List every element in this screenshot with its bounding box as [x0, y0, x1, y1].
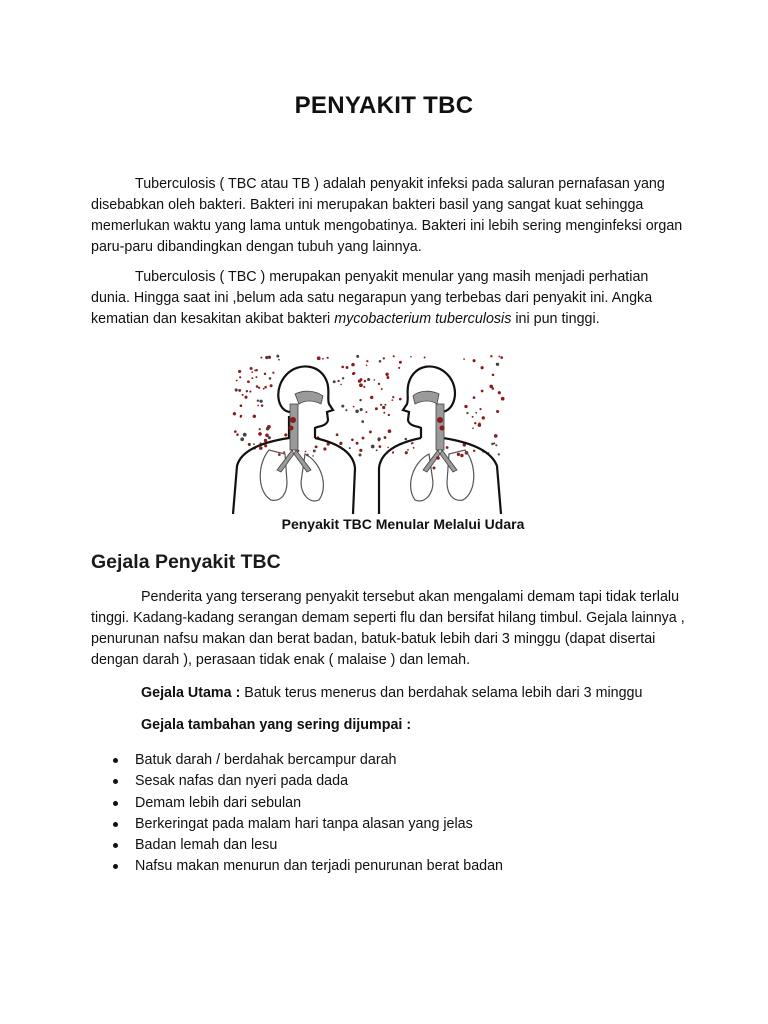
droplet-mark [254, 369, 256, 371]
droplet-mark [494, 434, 498, 438]
droplet-mark [391, 399, 393, 401]
droplet-mark [349, 447, 351, 449]
droplet-mark [384, 436, 387, 439]
droplet-mark [379, 360, 382, 363]
droplet-mark [407, 449, 409, 451]
droplet-mark [312, 455, 314, 457]
droplet-mark [482, 416, 485, 419]
bullet-icon [113, 822, 118, 827]
droplet-mark [383, 357, 385, 359]
droplet-mark [267, 425, 271, 429]
droplet-mark [258, 432, 262, 436]
droplet-mark [356, 442, 359, 445]
droplet-mark [238, 389, 241, 392]
droplet-mark [353, 406, 355, 408]
droplet-mark [249, 391, 251, 393]
droplet-mark [341, 366, 344, 369]
droplet-mark [360, 408, 363, 411]
droplet-mark [239, 376, 241, 378]
droplet-mark [278, 359, 280, 361]
droplet-mark [351, 363, 355, 367]
droplet-mark [475, 412, 477, 414]
droplet-mark [387, 447, 389, 449]
droplet-mark [250, 367, 253, 370]
droplet-mark [466, 412, 468, 414]
droplet-mark [233, 412, 236, 415]
droplet-mark [269, 377, 272, 380]
droplet-mark [337, 380, 339, 382]
droplet-mark [388, 429, 392, 433]
bullet-icon [113, 843, 118, 848]
droplet-mark [393, 355, 395, 357]
droplet-mark [365, 411, 367, 413]
droplet-mark [259, 428, 261, 430]
droplet-mark [474, 422, 476, 424]
droplet-mark [341, 405, 344, 408]
list-item-text: Nafsu makan menurun dan terjadi penurunan berat badan [135, 858, 503, 875]
droplet-mark [336, 433, 339, 436]
droplet-mark [370, 396, 373, 399]
droplet-mark [498, 453, 500, 455]
droplet-mark [346, 366, 349, 369]
droplet-mark [424, 357, 426, 359]
droplet-mark [498, 356, 500, 358]
droplet-mark [238, 370, 241, 373]
droplet-mark [243, 433, 247, 437]
droplet-mark [253, 415, 256, 418]
droplet-mark [399, 361, 402, 364]
droplet-mark [333, 380, 336, 383]
droplet-mark [256, 385, 259, 388]
droplet-mark [255, 376, 257, 378]
droplet-mark [236, 433, 239, 436]
list-item [111, 835, 503, 856]
droplet-mark [381, 388, 383, 390]
list-item [111, 750, 503, 771]
droplet-mark [386, 376, 389, 379]
droplet-mark [392, 396, 394, 398]
figure-caption: Penyakit TBC Menular Melalui Udara [281, 516, 525, 532]
droplet-mark [264, 373, 266, 375]
droplet-mark [345, 409, 347, 411]
main-symptom-text: Batuk terus menerus dan berdahak selama lebih dari 3 minggu [240, 685, 643, 701]
droplet-mark [240, 437, 244, 441]
droplet-mark [264, 439, 267, 442]
droplet-mark [276, 355, 279, 358]
droplet-mark [388, 414, 390, 416]
droplet-mark [251, 377, 253, 379]
droplet-mark [367, 378, 370, 381]
droplet-mark [364, 380, 366, 382]
droplet-mark [278, 453, 281, 456]
droplet-mark [317, 356, 321, 360]
droplet-mark [380, 404, 382, 406]
droplet-mark [358, 453, 361, 456]
droplet-mark [413, 447, 415, 449]
droplet-mark [384, 404, 386, 406]
droplet-mark [358, 379, 361, 382]
droplet-mark [313, 449, 316, 452]
droplet-mark [463, 358, 465, 360]
droplet-mark [342, 377, 344, 379]
droplet-mark [264, 444, 267, 447]
droplet-mark [490, 355, 492, 357]
symptoms-paragraph-text: Penderita yang terserang penyakit tersebut akan mengalami demam tapi tidak terlalu tinggi. Kadang-kadang serangan demam seperti flu dan bersifat hilang timbul. Gejala lainnya , penurunan nafsu makan dan berat badan, batuk-batuk lebih dari 3 minggu (dapat disertai dengan darah ), perasaan tidak enak ( malaise ) dan lemah. [91, 589, 685, 668]
droplet-mark [259, 400, 262, 403]
droplet-mark [374, 379, 376, 381]
bacteria-name: mycobacterium tuberculosis [334, 311, 512, 327]
droplet-mark [472, 416, 474, 418]
list-item [111, 793, 503, 814]
droplet-mark [379, 445, 382, 448]
droplet-mark [361, 420, 364, 423]
droplet-mark [382, 406, 385, 409]
droplet-mark [234, 430, 237, 433]
droplet-mark [362, 437, 365, 440]
droplet-mark [496, 410, 499, 413]
main-symptom-label: Gejala Utama : [141, 685, 241, 701]
intro-paragraph-2-end: ini pun tinggi. [511, 311, 600, 327]
droplet-mark [272, 372, 274, 374]
droplet-mark [352, 372, 355, 375]
droplet-mark [491, 443, 494, 446]
droplet-mark [323, 447, 326, 450]
droplet-mark [246, 390, 248, 392]
droplet-mark [284, 433, 287, 436]
page-title: PENYAKIT TBC [294, 92, 474, 119]
droplet-mark [339, 442, 342, 445]
droplet-mark [500, 356, 503, 359]
droplet-mark [253, 443, 255, 445]
list-item-text: Berkeringat pada malam hari tanpa alasan yang jelas [135, 815, 473, 832]
droplet-mark [495, 444, 497, 446]
droplet-mark [498, 391, 501, 394]
droplet-mark [501, 397, 505, 401]
droplet-mark [264, 386, 267, 389]
droplet-mark [473, 450, 475, 452]
droplet-mark [399, 398, 402, 401]
droplet-mark [259, 446, 263, 450]
symptoms-heading: Gejala Penyakit TBC [91, 551, 281, 573]
droplet-mark [265, 356, 268, 359]
droplet-mark [261, 404, 264, 407]
droplet-mark [366, 365, 368, 367]
droplet-mark [327, 357, 329, 359]
two-people-breathing-illustration [229, 354, 509, 514]
droplet-mark [457, 453, 460, 456]
list-item-text: Batuk darah / berdahak bercampur darah [135, 752, 397, 768]
droplet-mark [369, 430, 372, 433]
droplet-mark [322, 358, 324, 360]
droplet-mark [405, 438, 408, 441]
droplet-mark [378, 439, 380, 441]
intro-paragraph-1 [91, 174, 691, 258]
bullet-icon [113, 758, 118, 763]
droplet-mark [496, 363, 499, 366]
droplet-mark [260, 357, 262, 359]
droplet-mark [235, 388, 238, 391]
droplet-mark [446, 446, 449, 449]
droplet-mark [242, 394, 244, 396]
droplet-mark [236, 380, 238, 382]
droplet-mark [410, 356, 412, 358]
droplet-mark [359, 399, 361, 401]
droplet-mark [489, 385, 493, 389]
intro-paragraph-1-text: Tuberculosis ( TBC atau TB ) adalah penyakit infeksi pada saluran pernafasan yang disebabkan oleh bakteri. Bakteri ini merupakan bakteri basil yang sangat kuat sehingga memerlukan waktu yang lama untuk mengobatinya. Bakteri ini lebih sering menginfeksi organ paru-paru dibandingkan dengan tubuh yang lainnya. [91, 176, 683, 255]
droplet-mark [363, 386, 365, 388]
extra-symptoms-list [111, 750, 503, 878]
droplet-mark [383, 412, 385, 414]
droplet-mark [478, 423, 482, 427]
droplet-mark [481, 366, 484, 369]
intro-paragraph-2-text: Tuberculosis ( TBC ) merupakan penyakit menular yang masih menjadi perhatian dunia. Hingga saat ini ,belum ada satu negarapun yang terbebas dari penyakit ini. Angka kematian dan kesakitan akibat bakteri [91, 269, 653, 327]
droplet-mark [464, 405, 467, 408]
droplet-mark [257, 399, 259, 401]
droplet-mark [268, 436, 271, 439]
tbc-transmission-illustration [229, 354, 509, 514]
droplet-mark [315, 445, 318, 448]
symptoms-paragraph [91, 587, 691, 671]
droplet-mark [375, 407, 378, 410]
list-item-text: Badan lemah dan lesu [135, 837, 278, 854]
droplet-mark [460, 454, 463, 457]
droplet-mark [340, 384, 342, 386]
droplet-mark [248, 443, 251, 446]
droplet-mark [366, 360, 368, 362]
droplet-mark [398, 367, 400, 369]
droplet-mark [251, 371, 253, 373]
droplet-mark [270, 384, 273, 387]
droplet-mark [492, 374, 495, 377]
droplet-mark [351, 439, 354, 442]
droplet-mark [479, 408, 481, 410]
droplet-mark [376, 449, 378, 451]
list-item-text: Sesak nafas dan nyeri pada dada [135, 773, 349, 790]
droplet-mark [473, 396, 476, 399]
droplet-mark [359, 449, 362, 452]
droplet-mark [263, 388, 265, 390]
droplet-mark [356, 355, 359, 358]
intro-paragraph-2 [91, 267, 691, 330]
droplet-mark [305, 451, 307, 453]
list-item [111, 771, 503, 792]
extra-symptoms-heading: Gejala tambahan yang sering dijumpai : [141, 717, 412, 733]
droplet-mark [405, 451, 408, 454]
droplet-mark [240, 404, 243, 407]
droplet-mark [472, 427, 474, 429]
droplet-mark [265, 434, 269, 438]
droplet-mark [473, 359, 476, 362]
droplet-mark [247, 380, 250, 383]
droplet-mark [240, 416, 242, 418]
main-symptom [141, 683, 642, 704]
list-item [111, 856, 503, 877]
droplet-mark [392, 451, 394, 453]
droplet-mark [359, 383, 363, 387]
droplet-mark [258, 387, 260, 389]
droplet-mark [355, 410, 359, 414]
droplet-mark [385, 373, 388, 376]
bullet-icon [113, 864, 118, 869]
droplet-mark [244, 396, 247, 399]
droplet-mark [378, 383, 380, 385]
list-item [111, 814, 503, 835]
list-item-text: Demam lebih dari sebulan [135, 794, 302, 811]
droplet-mark [411, 442, 413, 444]
droplet-mark [257, 405, 259, 407]
droplet-mark [481, 390, 484, 393]
droplet-mark [371, 445, 375, 449]
bullet-icon [113, 779, 118, 784]
bullet-icon [113, 801, 118, 806]
